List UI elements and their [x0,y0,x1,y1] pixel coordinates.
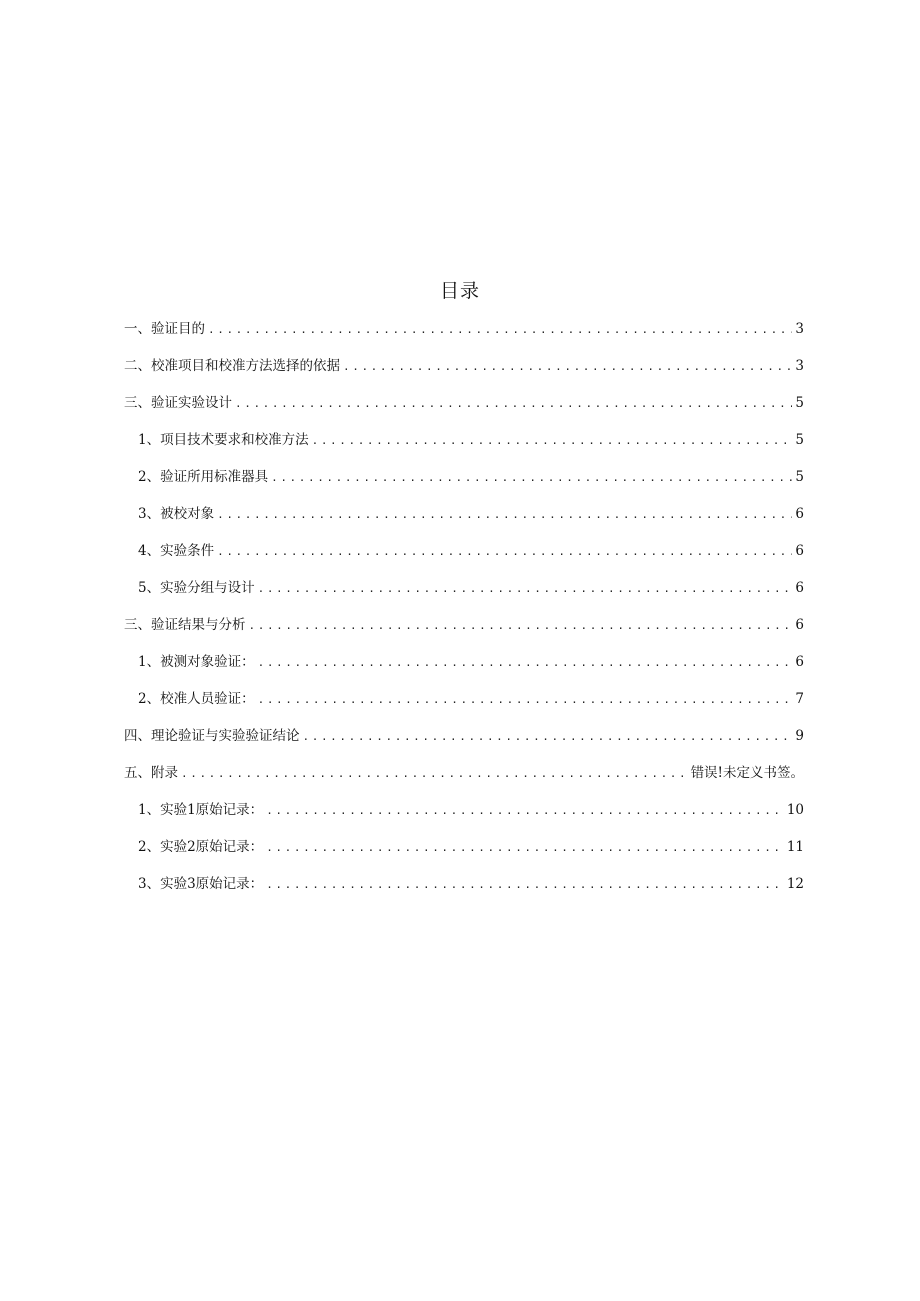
toc-entry[interactable] [124,688,804,725]
toc-entry[interactable] [124,873,804,910]
toc-entry[interactable] [124,392,804,429]
toc-entry-label: 五、附录 [124,765,178,781]
toc-dot-leader [217,541,792,563]
toc-entry-label: 2、验证所用标准器具 [138,469,269,485]
toc-entry-label: 3、实验3原始记录： [138,876,264,892]
toc-entry-label: 5、实验分组与设计 [138,580,255,596]
toc-entry-label: 三、验证实验设计 [124,395,232,411]
toc-dot-leader [266,837,784,859]
toc-entry[interactable] [124,429,804,466]
toc-entry-page: 错误!未定义书签。 [690,765,804,781]
toc-entry-page: 6 [795,580,804,596]
toc-entry-page: 9 [795,728,804,744]
toc-entry-page: 6 [795,543,804,559]
toc-title: 目录 [439,280,480,302]
toc-dot-leader [271,467,792,489]
toc-dot-leader [217,504,792,526]
toc-dot-leader [343,356,792,378]
toc-entry-label: 3、被校对象 [138,506,215,522]
toc-dot-leader [303,726,793,748]
toc-dot-leader [258,578,793,600]
toc-entry-label: 2、实验2原始记录： [138,839,264,855]
toc-entry-label: 1、实验1原始记录： [138,802,264,818]
toc-entry-label: 一、验证目的 [124,321,205,337]
toc-entry-label: 4、实验条件 [138,543,215,559]
toc-dot-leader [249,615,793,637]
toc-dot-leader [181,763,688,785]
toc-dot-leader [235,393,792,415]
toc-dot-leader [312,430,793,452]
toc-entry-label: 三、验证结果与分析 [124,617,246,633]
toc-entry[interactable] [124,836,804,873]
toc-entry[interactable] [124,466,804,503]
toc-entry[interactable] [124,762,804,799]
toc-entry-page: 5 [795,469,804,485]
toc-entry-page: 5 [795,432,804,448]
toc-dot-leader [258,652,793,674]
toc-list [124,318,804,910]
toc-entry[interactable] [124,577,804,614]
toc-entry-page: 6 [795,654,804,670]
toc-entry-page: 11 [786,839,804,855]
toc-entry[interactable] [124,651,804,688]
toc-entry-page: 3 [795,321,804,337]
toc-entry-page: 12 [786,876,804,892]
toc-entry[interactable] [124,355,804,392]
toc-entry-label: 1、被测对象验证： [138,654,255,670]
toc-entry-page: 5 [795,395,804,411]
toc-entry-label: 四、理论验证与实验验证结论 [124,728,300,744]
toc-entry-label: 二、校准项目和校准方法选择的依据 [124,358,340,374]
toc-dot-leader [258,689,793,711]
toc-entry[interactable] [124,614,804,651]
toc-entry-page: 6 [795,506,804,522]
toc-entry[interactable] [124,799,804,836]
toc-entry-page: 6 [795,617,804,633]
toc-entry[interactable] [124,725,804,762]
toc-dot-leader [208,319,792,341]
toc-entry-page: 3 [795,358,804,374]
toc-entry[interactable] [124,503,804,540]
toc-dot-leader [266,800,784,822]
toc-entry-label: 2、校准人员验证： [138,691,255,707]
toc-entry[interactable] [124,318,804,355]
toc-entry-label: 1、项目技术要求和校准方法 [138,432,309,448]
toc-entry-page: 10 [786,802,804,818]
toc-entry[interactable] [124,540,804,577]
toc-dot-leader [266,874,784,896]
toc-entry-page: 7 [795,691,804,707]
